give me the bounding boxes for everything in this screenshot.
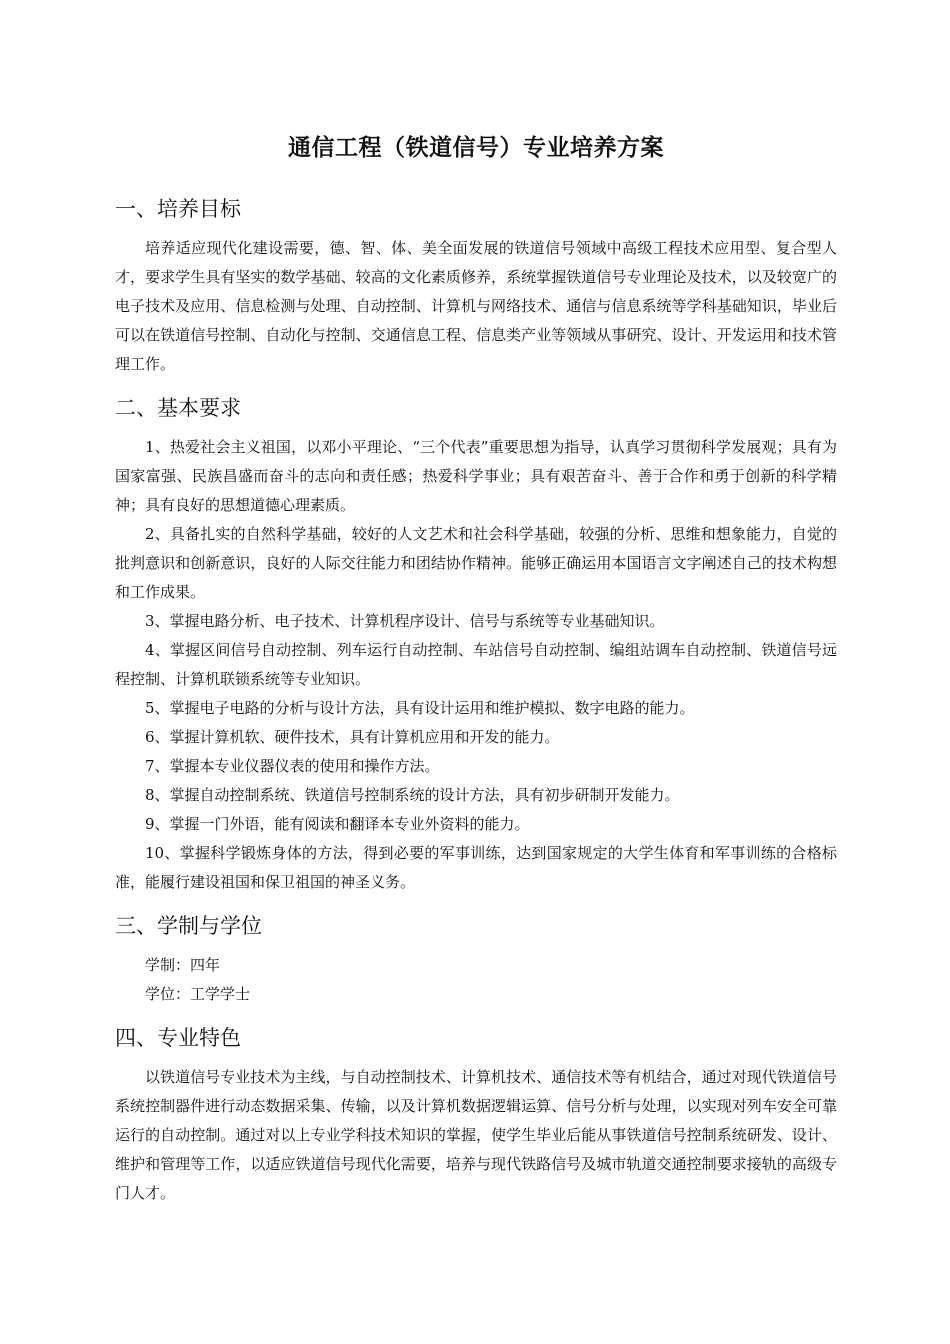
duration-degree: 学位：工学学士 [145, 985, 251, 1003]
section-duration [115, 911, 837, 1009]
requirement-item: 3、掌握电路分析、电子技术、计算机程序设计、信号与系统等专业基础知识。 [145, 612, 665, 630]
requirement-item: 10、掌握科学锻炼身体的方法，得到必要的军事训练，达到国家规定的大学生体育和军事训练的合格标准，能履行建设祖国和保卫祖国的神圣义务。 [115, 844, 837, 891]
section-heading-requirements: 二、基本要求 [115, 396, 241, 420]
section-heading-features: 四、专业特色 [115, 1026, 241, 1050]
section-goal [115, 194, 837, 379]
requirement-item: 6、掌握计算机软、硬件技术，具有计算机应用和开发的能力。 [145, 728, 560, 746]
section-requirements [115, 393, 837, 897]
features-paragraph: 以铁道信号专业技术为主线，与自动控制技术、计算机技术、通信技术等有机结合，通过对现代铁道信号系统控制器件进行动态数据采集、传输，以及计算机数据逻辑运算、信号分析与处理，以实现对列车安全可靠运行的自动控制。通过对以上专业学科技术知识的掌握，使学生毕业后能从事铁道信号控制系统研发、设计、维护和管理等工作，以适应铁道信号现代化需要，培养与现代铁路信号及城市轨道交通控制要求接轨的高级专门人才。 [115, 1068, 837, 1202]
section-heading-goal: 一、培养目标 [115, 197, 241, 221]
requirement-item: 4、掌握区间信号自动控制、列车运行自动控制、车站信号自动控制、编组站调车自动控制、铁道信号远程控制、计算机联锁系统等专业知识。 [115, 641, 837, 688]
requirement-item: 7、掌握本专业仪器仪表的使用和操作方法。 [145, 757, 440, 775]
requirement-item: 1、热爱社会主义祖国，以邓小平理论、“三个代表”重要思想为指导，认真学习贯彻科学发展观；具有为国家富强、民族昌盛而奋斗的志向和责任感；热爱科学事业；具有艰苦奋斗、善于合作和勇于创新的科学精神；具有良好的思想道德心理素质。 [115, 438, 837, 514]
section-features [115, 1023, 837, 1208]
requirement-item: 9、掌握一门外语，能有阅读和翻译本专业外资料的能力。 [145, 815, 530, 833]
document-title: 通信工程（铁道信号）专业培养方案 [288, 135, 664, 161]
requirement-item: 8、掌握自动控制系统、铁道信号控制系统的设计方法，具有初步研制开发能力。 [145, 786, 680, 804]
duration-length: 学制：四年 [145, 956, 221, 974]
document-page [115, 132, 837, 1222]
goal-paragraph: 培养适应现代化建设需要，德、智、体、美全面发展的铁道信号领域中高级工程技术应用型、复合型人才，要求学生具有坚实的数学基础、较高的文化素质修养，系统掌握铁道信号专业理论及技术，以及较宽广的电子技术及应用、信息检测与处理、自动控制、计算机与网络技术、通信与信息系统等学科基础知识，毕业后可以在铁道信号控制、自动化与控制、交通信息工程、信息类产业等领域从事研究、设计、开发运用和技术管理工作。 [115, 239, 837, 373]
requirement-item: 5、掌握电子电路的分析与设计方法，具有设计运用和维护模拟、数字电路的能力。 [145, 699, 695, 717]
section-heading-duration: 三、学制与学位 [115, 914, 262, 938]
requirement-item: 2、具备扎实的自然科学基础，较好的人文艺术和社会科学基础，较强的分析、思维和想象能力，自觉的批判意识和创新意识，良好的人际交往能力和团结协作精神。能够正确运用本国语言文字阐述自己的技术构想和工作成果。 [115, 525, 837, 601]
